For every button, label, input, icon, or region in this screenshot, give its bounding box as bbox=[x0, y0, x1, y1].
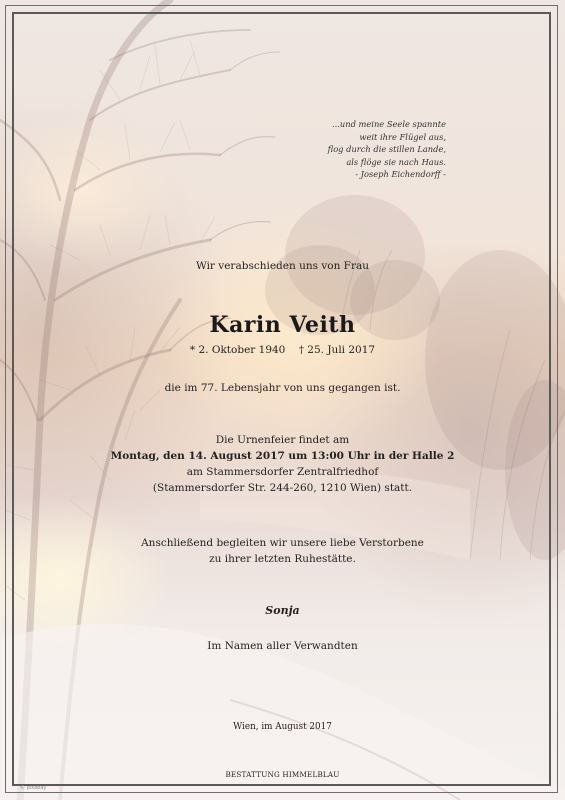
ceremony-location: am Stammersdorfer Zentralfriedhof bbox=[186, 466, 379, 478]
mourner-name: Sonja bbox=[265, 604, 300, 617]
quote-line: ...und meine Seele spannte bbox=[331, 119, 446, 129]
relatives-text: Im Namen aller Verwandten bbox=[207, 640, 358, 652]
quote-author: - Joseph Eichendorff - bbox=[355, 169, 446, 180]
poem-quote bbox=[328, 118, 446, 181]
quote-line: weit ihre Flügel aus, bbox=[359, 131, 446, 142]
inner-border bbox=[12, 12, 551, 786]
life-dates bbox=[0, 344, 565, 356]
closing-line: zu ihrer letzten Ruhestätte. bbox=[209, 553, 356, 565]
deceased-name: Karin Veith bbox=[209, 312, 356, 338]
death-date: † 25. Juli 2017 bbox=[298, 344, 376, 356]
ceremony-details bbox=[0, 432, 565, 496]
ceremony-address: (Stammersdorfer Str. 244-260, 1210 Wien) statt. bbox=[152, 482, 413, 494]
birth-date: * 2. Oktober 1940 bbox=[189, 344, 286, 356]
ceremony-line: Die Urnenfeier findet am bbox=[215, 434, 350, 446]
quote-line: als flöge sie nach Haus. bbox=[346, 156, 446, 167]
closing-text bbox=[0, 535, 565, 567]
undertaker-name: BESTATTUNG HIMMELBLAU bbox=[225, 770, 340, 779]
ceremony-datetime: Montag, den 14. August 2017 um 13:00 Uhr in der Halle 2 bbox=[110, 450, 455, 462]
age-text: die im 77. Lebensjahr von uns gegangen ist. bbox=[164, 382, 401, 394]
quote-line: flog durch die stillen Lande, bbox=[327, 144, 446, 155]
image-credit: © pixabay bbox=[20, 785, 47, 791]
place-date: Wien, im August 2017 bbox=[233, 722, 332, 732]
intro-text: Wir verabschieden uns von Frau bbox=[195, 260, 370, 272]
closing-line: Anschließend begleiten wir unsere liebe Verstorbene bbox=[141, 537, 424, 549]
